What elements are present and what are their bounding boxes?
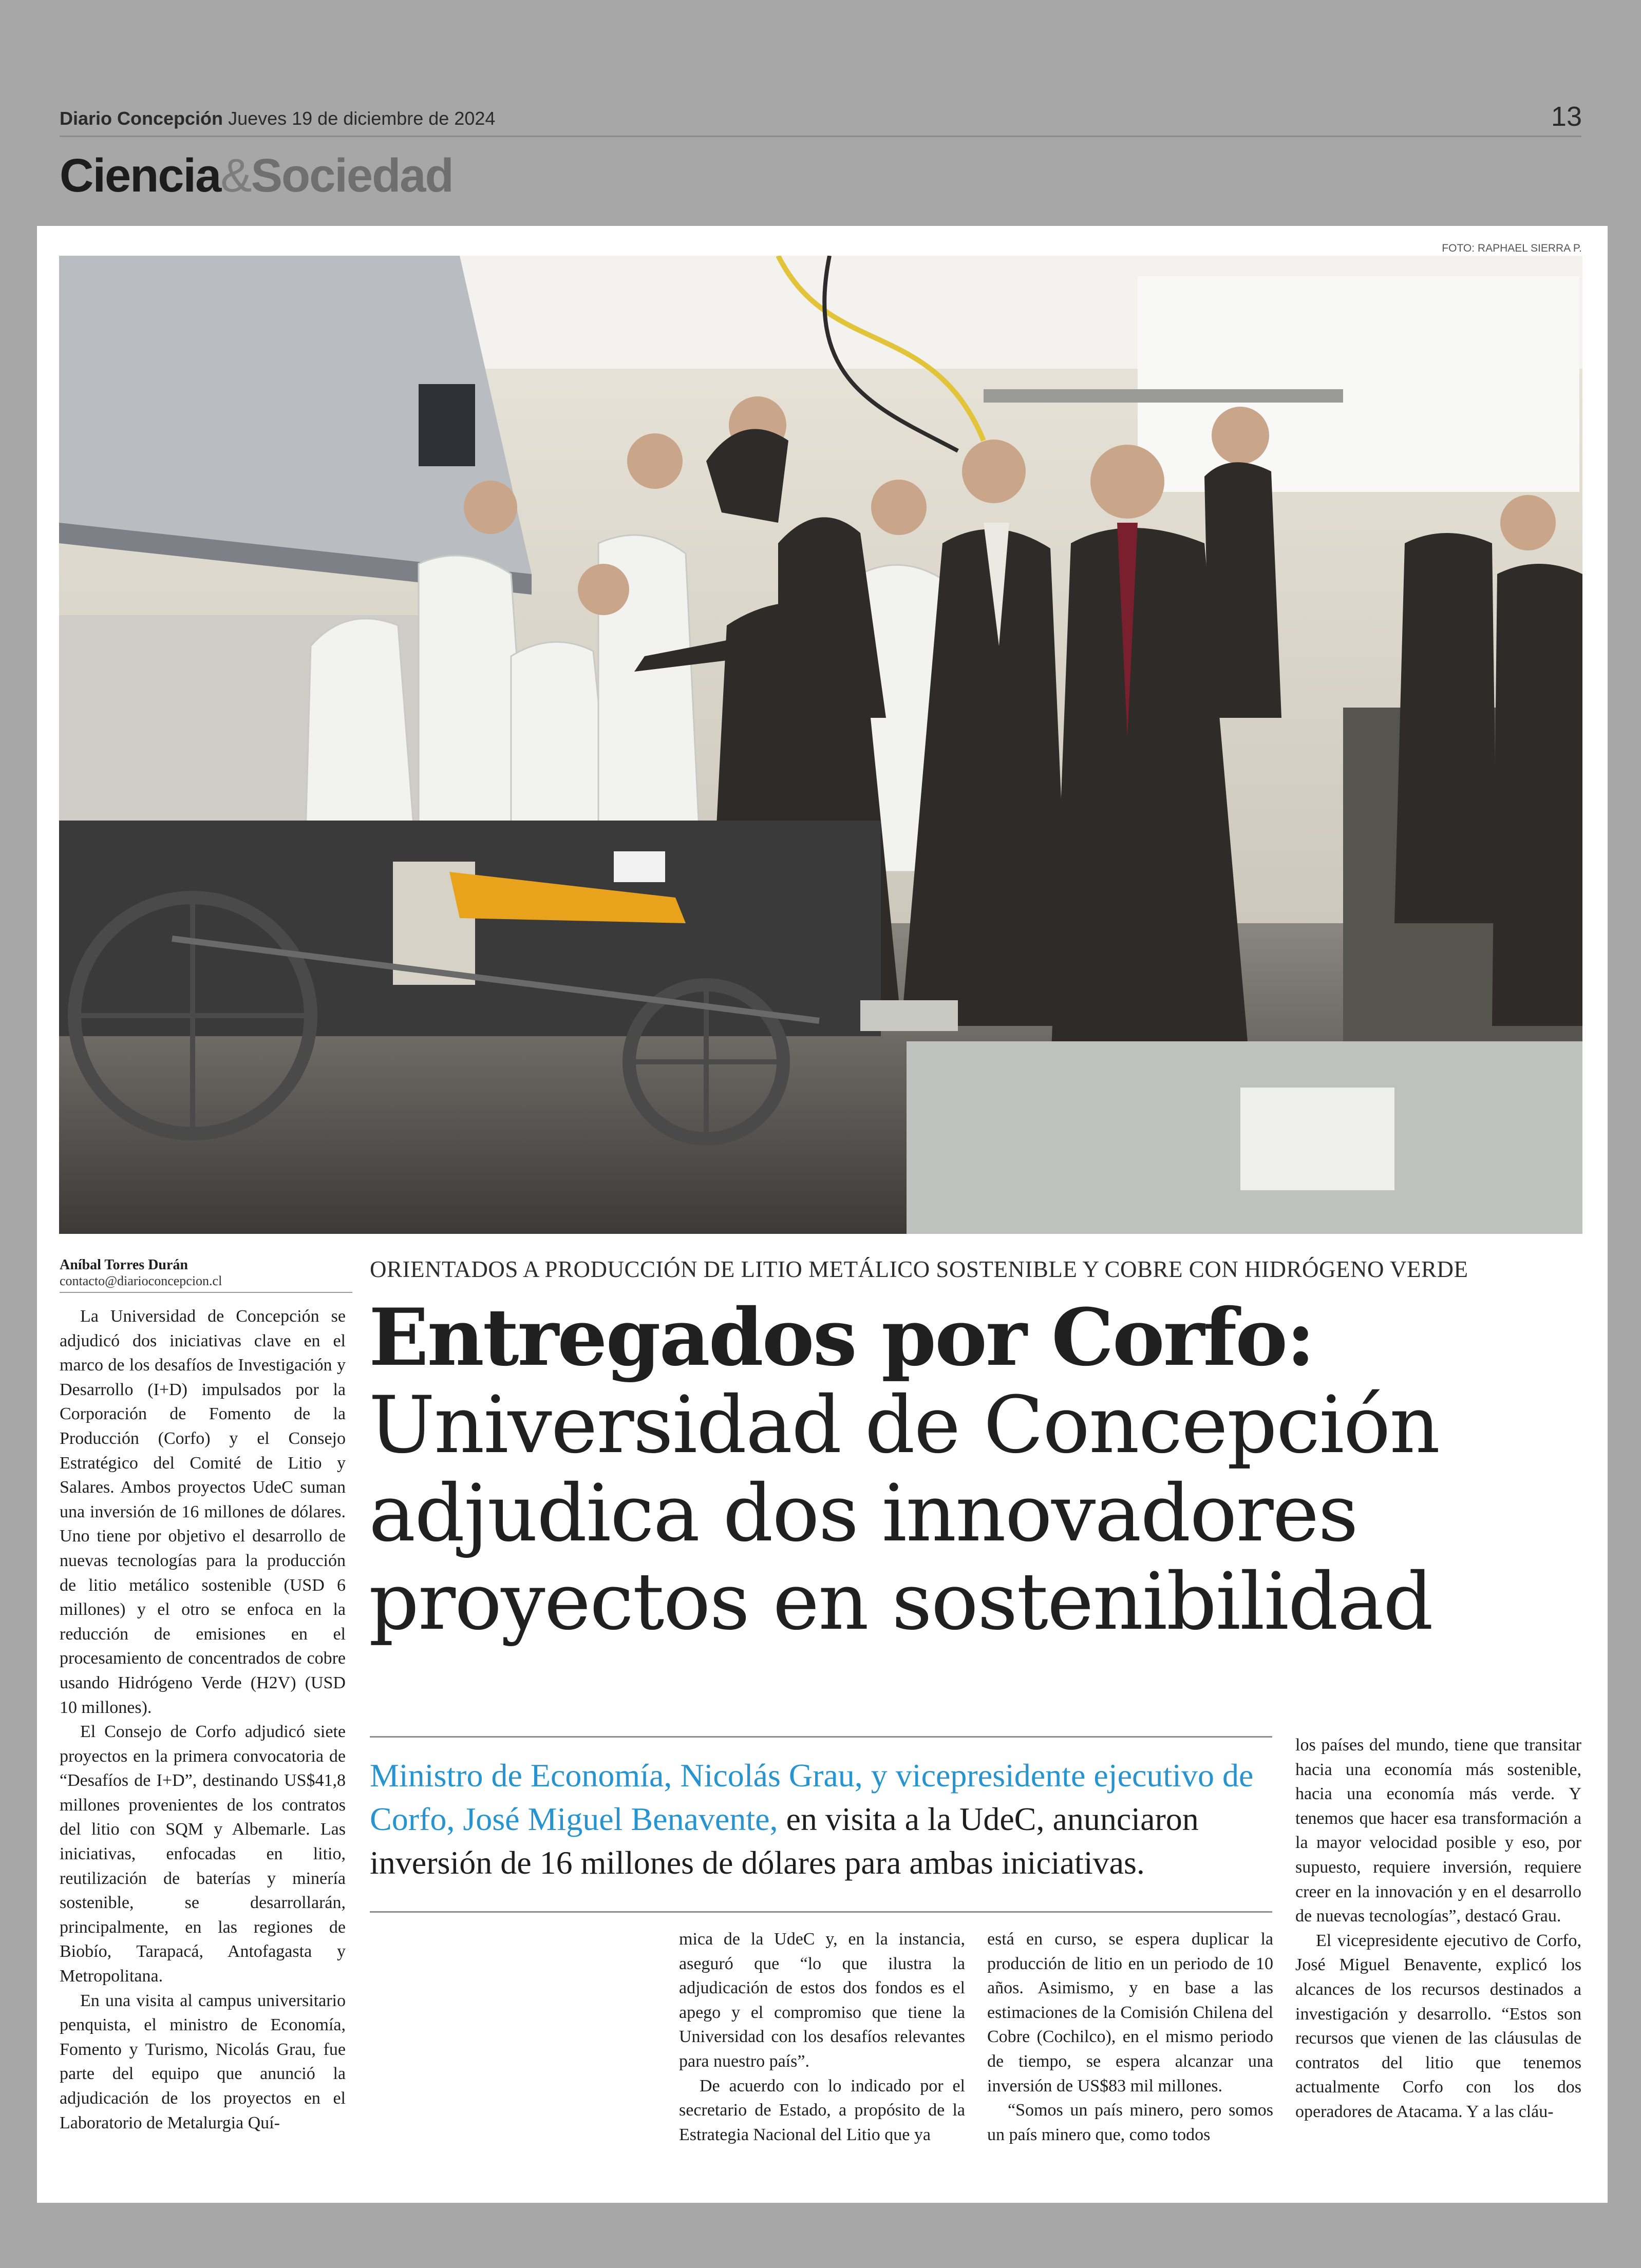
paragraph: En una visita al campus universitario penquista, el ministro de Economía, Fomento y Turismo, Nicolás Grau, fue parte del equipo que anunció la adjudicación de los proyectos en el Laboratorio de Metalurgia Quí- [60,1991,346,2132]
paragraph: mica de la UdeC y, en la instancia, aseguró que “lo que ilustra la adjudicación de estos dos fondos es el apego y el compromiso que tiene la Universidad con los desafíos relevantes para nuestro país”. [679,1930,965,2071]
header-rule [60,136,1581,137]
paragraph: está en curso, se espera duplicar la producción de litio en un periodo de 10 años. Asimismo, y en base a las estimaciones de la Comisión Chilena del Cobre (Cochilco), en el mismo periodo de tiempo, se espera alcanzar una inversión de US$83 mil millones. [987,1930,1273,2095]
deck-rule-top [370,1736,1272,1738]
headline-line-1: Universidad de Concepción [369,1380,1440,1471]
section-title [60,149,453,203]
headline-line-3: proyectos en sostenibilidad [369,1556,1432,1648]
paragraph: La Universidad de Concepción se adjudicó dos iniciativas clave en el marco de los desafíos de Investigación y Desarrollo (I+D) impulsados por la Corporación de Fomento de la Producción (Corfo) y el Consejo Estratégico del Comité de Litio y Salares. Ambos proyectos UdeC suman una inversión de 16 millones de dólares. Uno tiene por objetivo el desarrollo de nuevas tecnologías para la producción de litio metálico sostenible (USD 6 millones) y el otro se enfoca en la reducción de emisiones en el procesamiento de concentrados de cobre usando Hidrógeno Verde (H2V) (USD 10 millones). [60,1307,346,1717]
headline-line-2: adjudica dos innovadores [369,1468,1357,1559]
paragraph: El vicepresidente ejecutivo de Corfo, José Miguel Benavente, explicó los alcances de los recursos destinados a investigación y desarrollo. “Estos son recursos que vienen de las cláusulas de contratos del litio que tenemos actualmente Corfo con los dos operadores de Atacama. Y a las cláu- [1295,1931,1581,2121]
paragraph: El Consejo de Corfo adjudicó siete proyectos en la primera convocatoria de “Desafíos de I+D”, destinando US$41,8 millones provenientes de los contratos del litio con SQM y Albemarle. Las iniciativas, enfocadas en litio, reutilización de baterías y minería sostenible, se desarrollarán, principalmente, en las regiones de Biobío, Tarapacá, Antofagasta y Metropolitana. [60,1722,346,1986]
masthead [60,108,495,129]
publication-name: Diario Concepción [60,108,223,129]
body-column-3 [987,1927,1273,2147]
lead-photo [59,256,1582,1234]
body-column-2 [679,1927,965,2147]
section-title-part2: Sociedad [251,149,453,202]
photo-credit: FOTO: RAPHAEL SIERRA P. [1442,242,1582,254]
deck [370,1754,1279,1884]
lab-scene-illustration [59,256,1582,1234]
deck-rest: en visita a la UdeC, anunciaron inversión de 16 millones de dólares para ambas iniciativas. [370,1801,1199,1881]
body-column-4 [1295,1733,1581,2124]
deck-rule-bottom [370,1911,1272,1913]
headline-bold: Entregados por Corfo: [369,1291,1314,1384]
kicker: ORIENTADOS A PRODUCCIÓN DE LITIO METÁLICO SOSTENIBLE Y COBRE CON HIDRÓGENO VERDE [370,1256,1468,1282]
headline [369,1291,1550,1648]
author-byline: Aníbal Torres Durán [60,1257,188,1273]
byline-rule [60,1292,352,1293]
deck-highlight: Ministro de Economía, Nicolás Grau, y vicepresidente ejecutivo de Corfo, José Miguel Benavente, [370,1757,1254,1837]
paragraph: De acuerdo con lo indicado por el secretario de Estado, a propósito de la Estrategia Nacional del Litio que ya [679,2076,965,2144]
body-column-1 [60,1304,346,2135]
page-number: 13 [1551,101,1582,132]
issue-date: Jueves 19 de diciembre de 2024 [228,108,496,129]
section-title-part1: Ciencia [60,149,221,202]
section-title-ampersand: & [220,149,251,202]
paragraph: los países del mundo, tiene que transitar hacia una economía más sostenible, hacia una economía más verde. Y tenemos que hacer esa transformación a la mayor velocidad posible y eso, por supuesto, requiere inversión, requiere creer en la innovación y en el desarrollo de nuevas tecnologías”, destacó Grau. [1295,1736,1581,1926]
paragraph: “Somos un país minero, pero somos un país minero que, como todos [987,2101,1273,2144]
author-email: contacto@diarioconcepcion.cl [60,1273,222,1288]
